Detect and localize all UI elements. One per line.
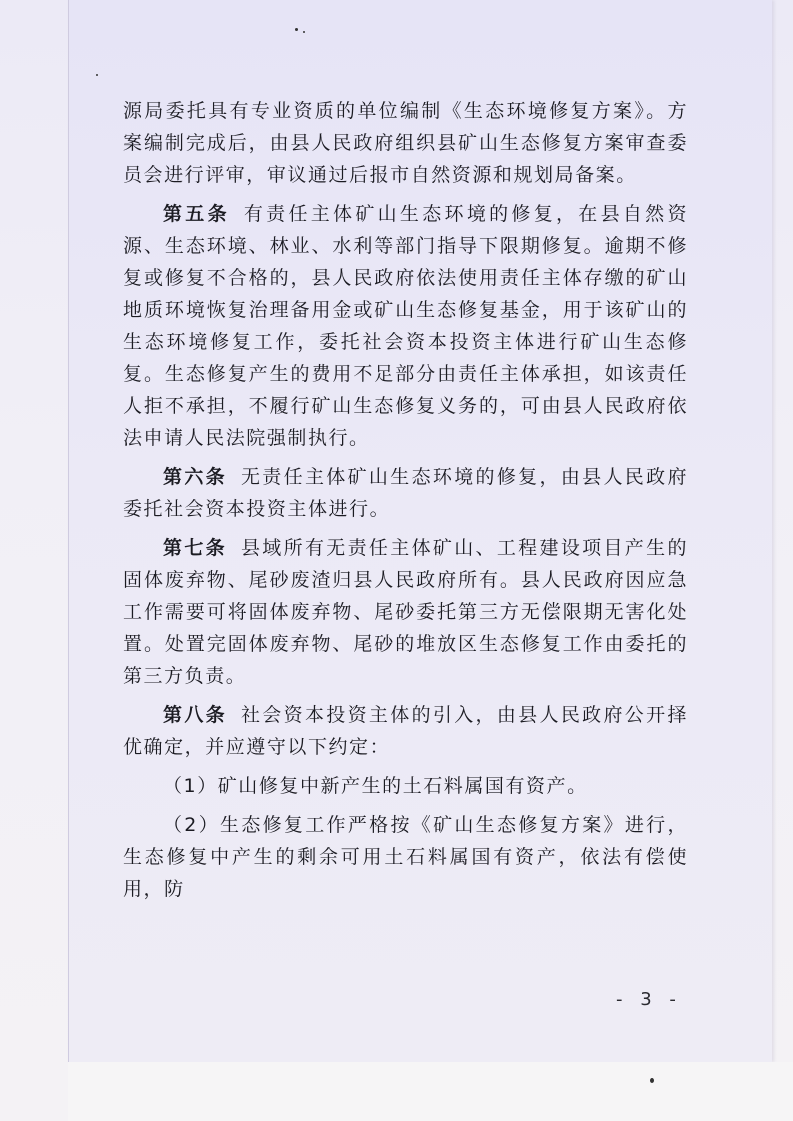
article-8 [123,699,688,763]
article-label: 第六条 [163,466,227,488]
paragraph-text: 源局委托具有专业资质的单位编制《生态环境修复方案》。方案编制完成后，由县人民政府组织县矿山生态修复方案审查委员会进行评审，审议通过后报市自然资源和规划局备案。 [123,100,688,186]
document-body [123,95,688,905]
paragraph-continuation [123,95,688,191]
scan-speck [96,74,98,76]
article-text: 社会资本投资主体的引入，由县人民政府公开择优确定，并应遵守以下约定： [123,704,688,758]
article-5 [123,198,688,454]
clause-2 [123,809,688,905]
scan-speck [303,31,305,33]
clause-text: （1）矿山修复中新产生的土石料属国有资产。 [163,775,588,797]
article-text: 有责任主体矿山生态环境的修复，在县自然资源、生态环境、林业、水利等部门指导下限期修复。逾期不修复或修复不合格的，县人民政府依法使用责任主体存缴的矿山地质环境恢复治理备用金或矿山生态修复基金，用于该矿山的生态环境修复工作，委托社会资本投资主体进行矿山生态修复。生态修复产生的费用不足部分由责任主体承担，如该责任人拒不承担，不履行矿山生态修复义务的，可由县人民政府依法申请人民法院强制执行。 [123,203,688,449]
clause-text: （2）生态修复工作严格按《矿山生态修复方案》进行，生态修复中产生的剩余可用土石料属国有资产，依法有偿使用，防 [123,814,688,900]
clause-1 [123,770,688,802]
page-number: - 3 - [616,989,682,1010]
article-label: 第八条 [163,704,227,726]
article-label: 第五条 [163,203,230,225]
scan-margin [68,1062,793,1121]
article-text: 无责任主体矿山生态环境的修复，由县人民政府委托社会资本投资主体进行。 [123,466,688,520]
article-6 [123,461,688,525]
scan-speck [650,1078,654,1083]
article-7 [123,532,688,692]
scan-speck [295,28,298,31]
article-text: 县域所有无责任主体矿山、工程建设项目产生的固体废弃物、尾砂废渣归县人民政府所有。县人民政府因应急工作需要可将固体废弃物、尾砂委托第三方无偿限期无害化处置。处置完固体废弃物、尾砂的堆放区生态修复工作由委托的第三方负责。 [123,537,688,687]
article-label: 第七条 [163,537,227,559]
